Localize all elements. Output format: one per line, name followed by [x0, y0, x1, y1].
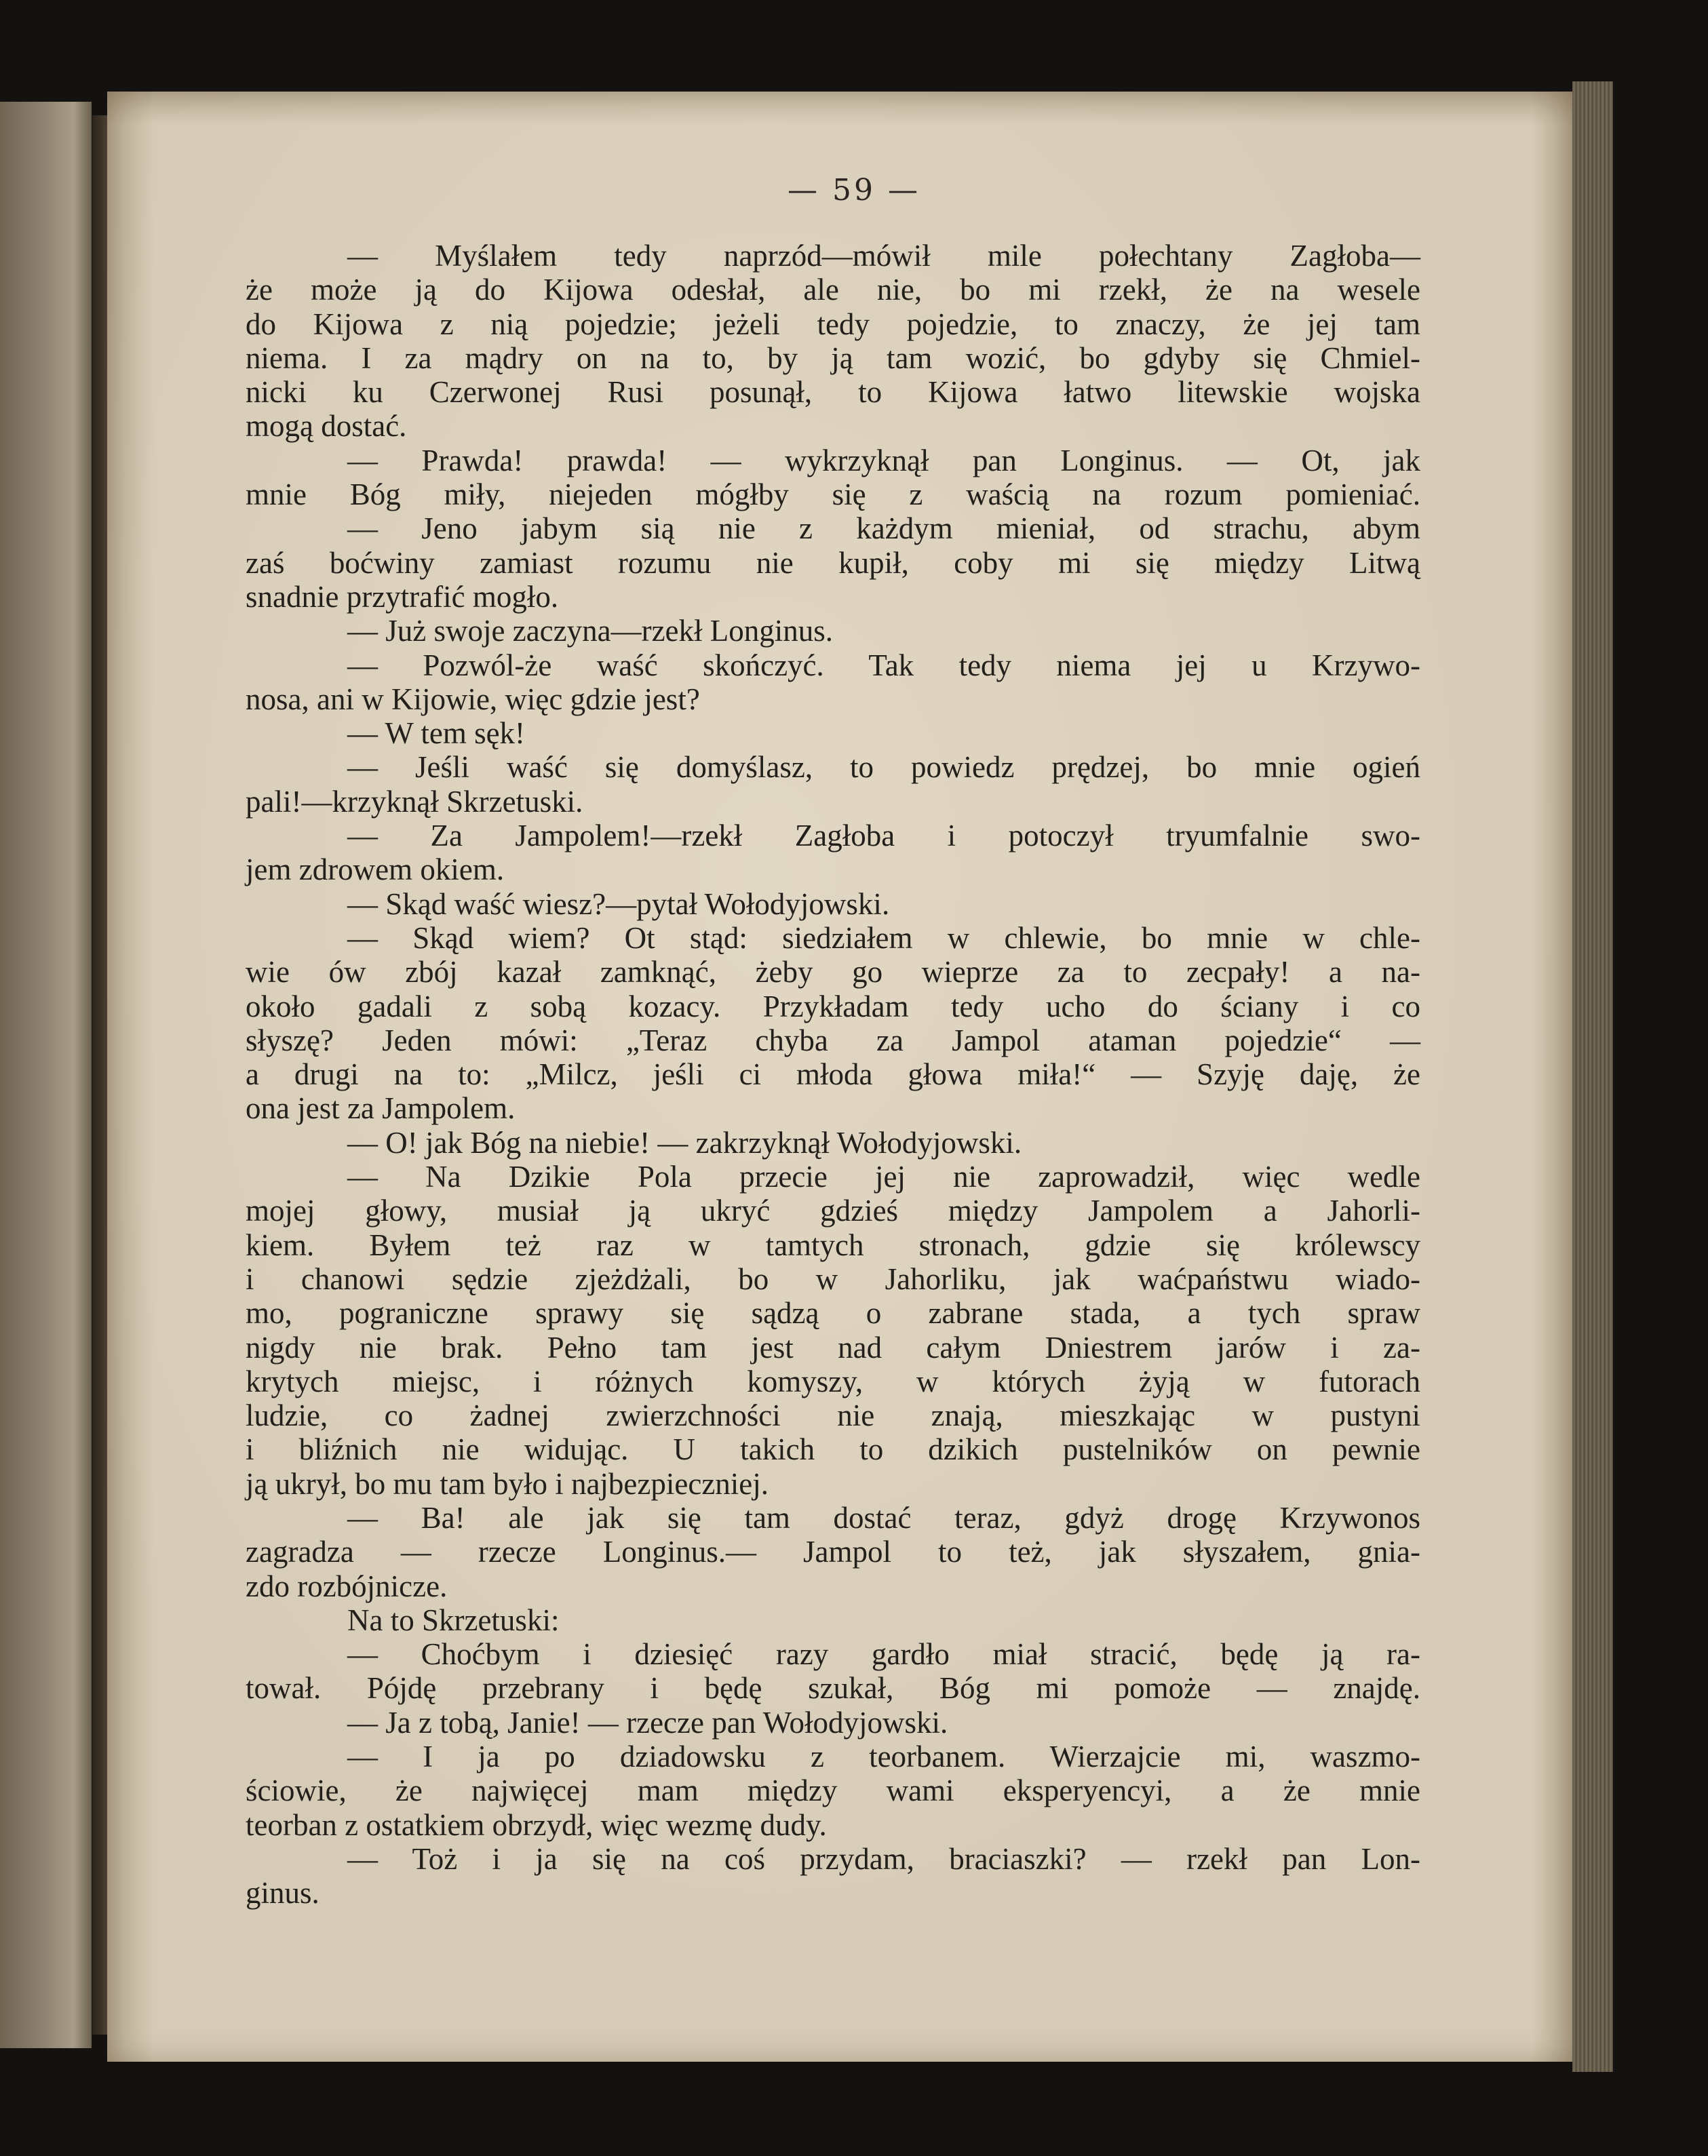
text-line: zaś boćwiny zamiast rozumu nie kupił, coby mi się między Litwą [246, 545, 1420, 580]
text-line: wie ów zbój kazał zamknąć, żeby go wieprze za to zecpały! a na- [246, 955, 1420, 989]
text-line: i chanowi sędzie zjeżdżali, bo w Jahorliku, jak waćpaństwu wiado- [246, 1261, 1420, 1296]
text-line: — Jeno jabym sią nie z każdym mieniał, od strachu, abym [347, 511, 1420, 546]
text-line: mo, pograniczne sprawy się sądzą o zabrane stada, a tych spraw [246, 1296, 1420, 1331]
text-line: krytych miejsc, i różnych komyszy, w których żyją w futorach [246, 1364, 1420, 1398]
text-line: a drugi na to: „Milcz, jeśli ci młoda głowa miła!“ — Szyję daję, że [246, 1057, 1420, 1092]
text-line: że może ją do Kijowa odesłał, ale nie, bo mi rzekł, że na wesele [246, 273, 1420, 307]
text-line: nigdy nie brak. Pełno tam jest nad całym Dniestrem jarów i za- [246, 1330, 1420, 1365]
text-line: kiem. Byłem też raz w tamtych stronach, gdzie się królewscy [246, 1228, 1420, 1262]
text-line: tował. Pójdę przebrany i będę szukał, Bóg mi pomoże — znajdę. [246, 1671, 1420, 1706]
text-line: — W tem sęk! [347, 716, 526, 751]
text-line: ginus. [246, 1876, 319, 1910]
text-line: — Pozwól-że waść skończyć. Tak tedy niema jej u Krzywo- [347, 648, 1420, 682]
text-line: zdo rozbójnicze. [246, 1569, 448, 1603]
text-line: — Myślałem tedy naprzód—mówił mile połechtany Zagłoba— [347, 239, 1420, 273]
text-line: Na to Skrzetuski: [347, 1603, 560, 1637]
text-line: niema. I za mądry on na to, by ją tam wozić, bo gdyby się Chmiel- [246, 340, 1420, 375]
book-spine-shadow [92, 115, 107, 2035]
text-line: — O! jak Bóg na niebie! — zakrzyknął Wołodyjowski. [347, 1125, 1022, 1160]
left-page-edge [0, 102, 92, 2048]
text-line: — I ja po dziadowsku z teorbanem. Wierzajcie mi, waszmo- [347, 1740, 1420, 1774]
text-line: — Skąd wiem? Ot stąd: siedziałem w chlewie, bo mnie w chle- [347, 920, 1420, 955]
text-line: nicki ku Czerwonej Rusi posunął, to Kijowa łatwo litewskie wojska [246, 375, 1420, 410]
text-line: teorban z ostatkiem obrzydł, więc wezmę dudy. [246, 1807, 827, 1842]
text-line: słyszę? Jeden mówi: „Teraz chyba za Jampol ataman pojedzie“ — [246, 1023, 1420, 1057]
text-line: jem zdrowem okiem. [246, 852, 505, 887]
text-line: — Na Dzikie Pola przecie jej nie zaprowadził, więc wedle [347, 1160, 1420, 1194]
text-line: zagradza — rzecze Longinus.— Jampol to też, jak słyszałem, gnia- [246, 1535, 1420, 1569]
text-line: ją ukrył, bo mu tam było i najbezpieczniej. [246, 1466, 769, 1501]
text-line: i bliźnich nie widując. U takich to dzikich pustelników on pewnie [246, 1432, 1420, 1467]
text-line: ona jest za Jampolem. [246, 1091, 516, 1126]
text-line: pali!—krzyknął Skrzetuski. [246, 784, 583, 819]
text-line: snadnie przytrafić mogło. [246, 579, 559, 614]
text-line: mogą dostać. [246, 409, 407, 444]
text-line: — Już swoje zaczyna—rzekł Longinus. [347, 614, 834, 648]
text-line: — Jeśli waść się domyślasz, to powiedz prędzej, bo mnie ogień [347, 750, 1420, 785]
page-stack-edge [1572, 81, 1613, 2072]
text-line: — Ba! ale jak się tam dostać teraz, gdyż drogę Krzywonos [347, 1500, 1420, 1535]
page-text [246, 239, 1420, 1910]
text-line: — Skąd waść wiesz?—pytał Wołodyjowski. [347, 886, 890, 921]
page-number: — 59 — [788, 173, 920, 208]
text-line: nosa, ani w Kijowie, więc gdzie jest? [246, 682, 700, 716]
text-line: — Choćbym i dziesięć razy gardło miał stracić, będę ją ra- [347, 1637, 1420, 1672]
text-line: ludzie, co żadnej zwierzchności nie znają, mieszkając w pustyni [246, 1398, 1420, 1433]
text-line: — Prawda! prawda! — wykrzyknął pan Longinus. — Ot, jak [347, 443, 1420, 477]
text-line: ściowie, że najwięcej mam między wami eksperyencyi, a że mnie [246, 1773, 1420, 1808]
text-line: mojej głowy, musiał ją ukryć gdzieś między Jampolem a Jahorli- [246, 1194, 1420, 1228]
text-line: — Za Jampolem!—rzekł Zagłoba i potoczył tryumfalnie swo- [347, 819, 1420, 853]
text-line: — Toż i ja się na coś przydam, braciaszki? — rzekł pan Lon- [347, 1841, 1420, 1876]
text-line: około gadali z sobą kozacy. Przykładam tedy ucho do ściany i co [246, 989, 1420, 1023]
text-line: mnie Bóg miły, niejeden mógłby się z waścią na rozum pomieniać. [246, 477, 1420, 512]
text-line: — Ja z tobą, Janie! — rzecze pan Wołodyjowski. [347, 1705, 948, 1740]
text-line: do Kijowa z nią pojedzie; jeżeli tedy pojedzie, to znaczy, że jej tam [246, 307, 1420, 341]
